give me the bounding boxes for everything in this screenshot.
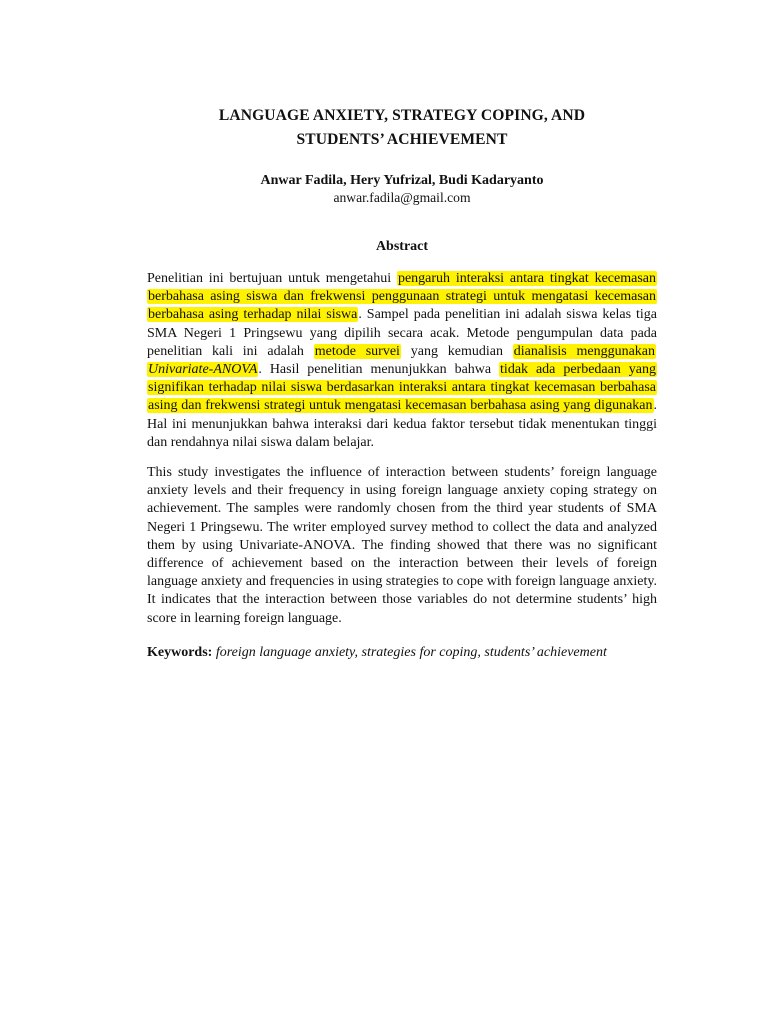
abstract-id-text-5: . Hal ini menunjukkan bahwa interaksi dari kedua faktor tersebut tidak menentukan tinggi dan rendahnya nilai siswa dalam belajar. [147,398,657,450]
abstract-id-text-2: . Sampel pada penelitian ini adalah siswa kelas tiga SMA Negeri 1 Pringsewu yang dipilih secara acak. Metode pengumpulan data pada penelitian kali ini adalah [147,307,657,359]
highlight-1: pengaruh interaksi antara tingkat kecemasan berbahasa asing siswa dan frekwensi penggunaan strategi untuk mengatasi kecemasan berbahasa asing terhadap nilai siswa [148,271,656,323]
author-list: Anwar Fadila, Hery Yufrizal, Budi Kadaryanto [260,173,544,188]
title-line-2: STUDENTS’ ACHIEVEMENT [296,131,508,148]
keywords [147,644,657,662]
highlight-3-text: dianalisis menggunakan [513,343,655,359]
paper-content [147,104,657,662]
title-line-1: LANGUAGE ANXIETY, STRATEGY COPING, AND [218,107,586,124]
abstract-heading: Abstract [375,239,429,254]
keywords-text: foreign language anxiety, strategies for coping, students’ achievement [215,644,607,660]
highlight-3-method: Univariate-ANOVA [148,362,258,378]
keywords-label: Keywords: [147,644,213,660]
highlight-4: tidak ada perbedaan yang signifikan terhadap nilai siswa berdasarkan interaksi antara tingkat kecemasan berbahasa asing dan frekwensi strategi untuk mengatasi kecemasan berbahasa asing yang digunakan [148,362,656,414]
author-email: anwar.fadila@gmail.com [333,190,471,205]
highlight-2: metode survei [314,343,400,359]
abstract-indonesian [147,270,657,452]
paper-title [147,104,657,152]
abstract-id-text-4: . Hasil penelitian menunjukkan bahwa [258,362,500,378]
abstract-id-text-3: yang kemudian [400,343,513,359]
abstract-id-text-1: Penelitian ini bertujuan untuk mengetahui [147,271,397,286]
abstract-english: This study investigates the influence of interaction between students’ foreign language anxiety levels and their frequency in using foreign language anxiety coping strategy on achievement. The samples were randomly chosen from the third year students of SMA Negeri 1 Pringsewu. The writer employed survey method to collect the data and analyzed them by using Univariate-ANOVA. The finding showed that there was no significant difference of achievement based on the interaction between their levels of foreign language anxiety and frequencies in using strategies to cope with foreign language anxiety. It indicates that the interaction between those variables do not determine students’ high score in learning foreign language. [147,465,657,626]
